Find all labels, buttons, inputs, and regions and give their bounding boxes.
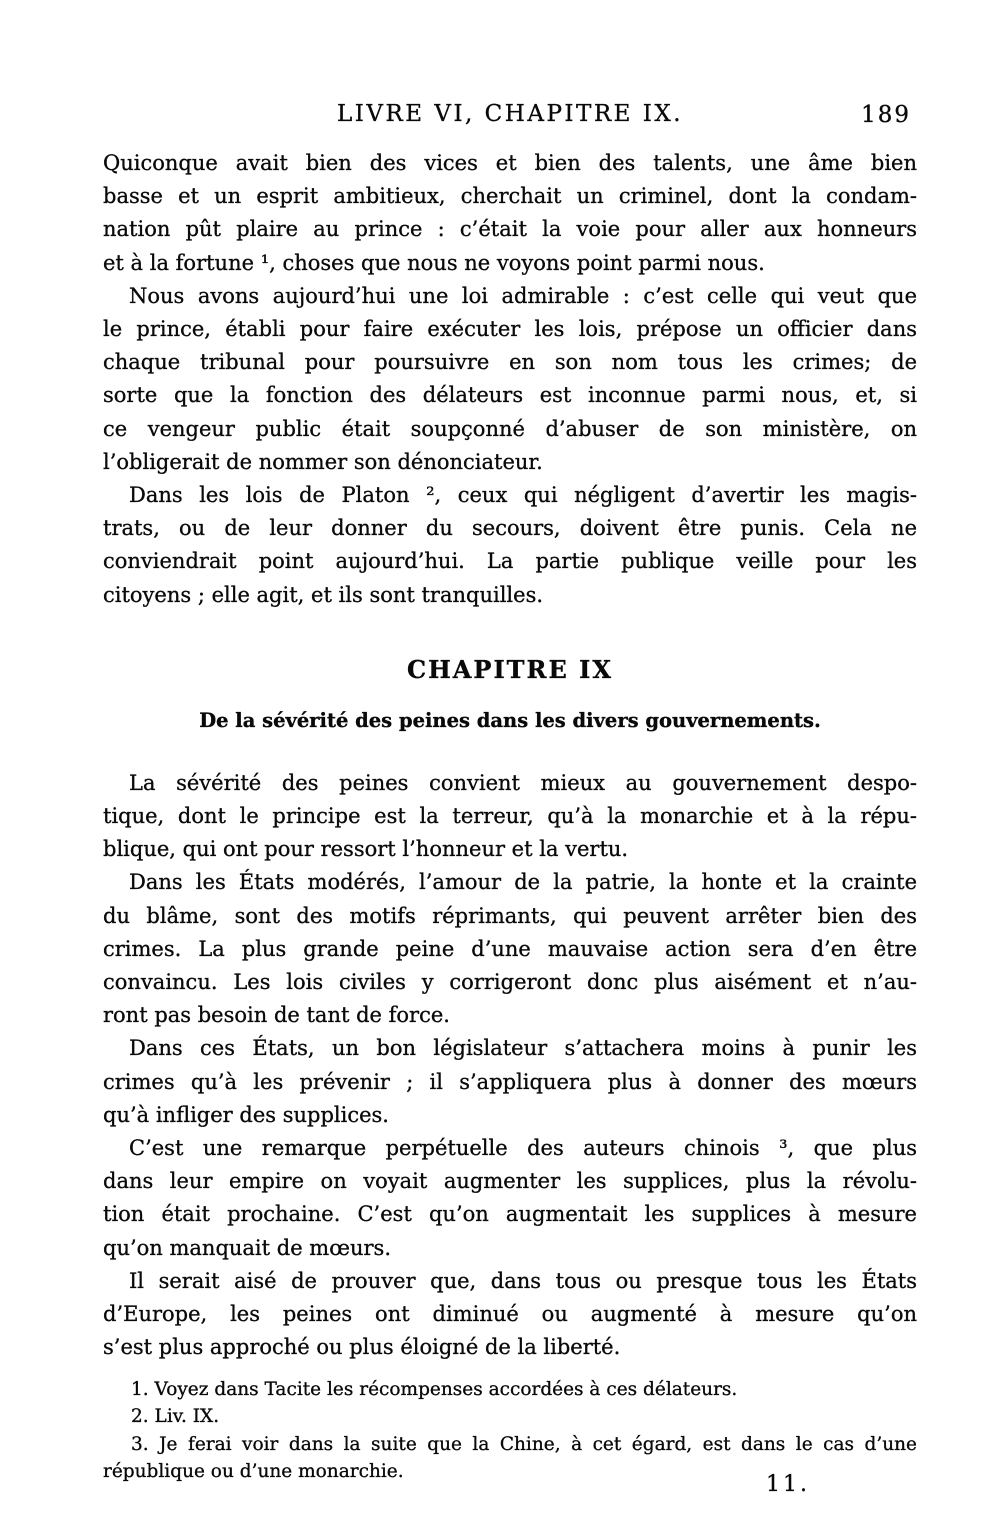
text-line: tion était prochaine. C’est qu’on augmentait les supplices à mesure bbox=[103, 1202, 917, 1227]
text-line: crimes qu’à les prévenir ; il s’appliquera plus à donner des mœurs bbox=[103, 1069, 917, 1094]
text-line: ront pas besoin de tant de force. bbox=[103, 1003, 450, 1028]
text-line: crimes. La plus grande peine d’une mauvaise action sera d’en être bbox=[103, 936, 917, 961]
text-line: s’est plus approché ou plus éloigné de la liberté. bbox=[103, 1335, 621, 1360]
footnote-line: république ou d’une monarchie. bbox=[103, 1461, 404, 1482]
text-line: d’Europe, les peines ont diminué ou augmenté à mesure qu’on bbox=[103, 1302, 917, 1327]
text-line: qu’on manquait de mœurs. bbox=[103, 1235, 392, 1260]
chapter-subtitle: De la sévérité des peines dans les divers gouvernements. bbox=[199, 708, 821, 732]
text-line: qu’à infliger des supplices. bbox=[103, 1102, 389, 1127]
text-line: Dans ces États, un bon législateur s’attachera moins à punir les bbox=[129, 1036, 917, 1061]
text-line: chaque tribunal pour poursuivre en son nom tous les crimes; de bbox=[103, 350, 917, 375]
text-line: basse et un esprit ambitieux, cherchait un criminel, dont la condam- bbox=[103, 184, 917, 209]
text-line: sorte que la fonction des délateurs est inconnue parmi nous, et, si bbox=[103, 383, 917, 408]
text-line: nation pût plaire au prince : c’était la voie pour aller aux honneurs bbox=[103, 217, 917, 242]
text-line: convaincu. Les lois civiles y corrigeront donc plus aisément et n’au- bbox=[103, 970, 917, 995]
text-line: Il serait aisé de prouver que, dans tous ou presque tous les États bbox=[129, 1268, 917, 1293]
signature-mark: 11. bbox=[766, 1472, 810, 1497]
footnote-line: 1. Voyez dans Tacite les récompenses accordées à ces délateurs. bbox=[131, 1378, 738, 1400]
text-line: La sévérité des peines convient mieux au gouvernement despo- bbox=[129, 770, 917, 795]
text-line: l’obligerait de nommer son dénonciateur. bbox=[103, 449, 543, 474]
text-line: C’est une remarque perpétuelle des auteurs chinois ³, que plus bbox=[129, 1136, 917, 1161]
page-number: 189 bbox=[861, 102, 911, 128]
text-line: Dans les lois de Platon ², ceux qui négligent d’avertir les magis- bbox=[129, 483, 917, 508]
running-header bbox=[103, 101, 917, 133]
text-line: Nous avons aujourd’hui une loi admirable : c’est celle qui veut que bbox=[129, 283, 917, 308]
chapter-heading: CHAPITRE IX bbox=[407, 654, 613, 684]
footnote-line: 2. Liv. IX. bbox=[131, 1406, 220, 1427]
text-line: trats, ou de leur donner du secours, doivent être punis. Cela ne bbox=[103, 516, 917, 541]
text-line: Quiconque avait bien des vices et bien des talents, une âme bien bbox=[103, 151, 917, 175]
text-line: du blâme, sont des motifs réprimants, qui peuvent arrêter bien des bbox=[103, 903, 917, 928]
footnote-line: 3. Je ferai voir dans la suite que la Chine, à cet égard, est dans le cas d’une bbox=[131, 1433, 917, 1455]
text-line: tique, dont le principe est la terreur, qu’à la monarchie et à la répu- bbox=[103, 804, 917, 829]
text-line: ce vengeur public était soupçonné d’abuser de son ministère, on bbox=[103, 416, 917, 441]
footnotes bbox=[103, 1376, 917, 1486]
text-line: Dans les États modérés, l’amour de la patrie, la honte et la crainte bbox=[129, 870, 917, 895]
text-column bbox=[103, 147, 917, 1486]
text-line: et à la fortune ¹, choses que nous ne voyons point parmi nous. bbox=[103, 250, 765, 275]
text-line: conviendrait point aujourd’hui. La partie publique veille pour les bbox=[103, 549, 917, 574]
text-line: citoyens ; elle agit, et ils sont tranquilles. bbox=[103, 582, 544, 607]
text-line: le prince, établi pour faire exécuter les lois, prépose un officier dans bbox=[103, 317, 917, 342]
text-line: dans leur empire on voyait augmenter les supplices, plus la révolu- bbox=[103, 1169, 917, 1194]
text-line: blique, qui ont pour ressort l’honneur et la vertu. bbox=[103, 837, 629, 862]
running-title: LIVRE VI, CHAPITRE IX. bbox=[336, 101, 684, 127]
